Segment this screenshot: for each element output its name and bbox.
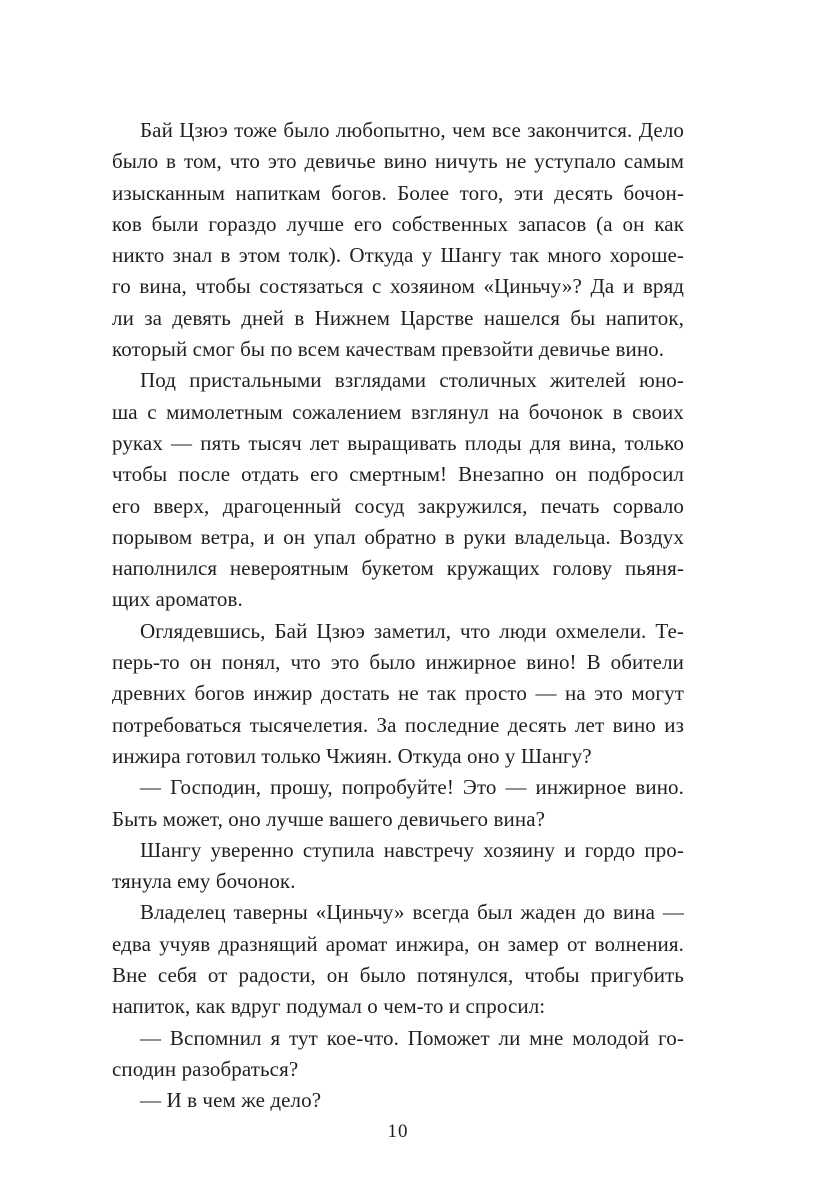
text-line: наполнился невероятным букетом кружащих голову пьяня- [112,556,684,581]
text-line: никто знал в этом толк). Откуда у Шангу так много хороше- [112,243,684,268]
text-line: ков были гораздо лучше его собственных запасов (а он как [112,211,684,236]
text-line: Владелец таверны «Циньчу» всегда был жаден до вина — [140,900,684,925]
text-line: Шангу уверенно ступила навстречу хозяину и гордо про- [140,837,684,862]
text-line: тянула ему бочонок. [112,869,296,894]
text-line: — И в чем же дело? [140,1088,322,1113]
text-line: сподин разобраться? [112,1056,299,1081]
paragraph [112,616,684,772]
page-number: 10 [387,1121,409,1142]
text-line: ша с мимолетным сожалением взглянул на бочонок в своих [112,399,684,424]
text-line: который смог бы по всем качествам превзойти девичье вино. [112,337,665,362]
text-line: перь-то он понял, что это было инжирное вино! В обители [112,650,684,675]
text-line: Оглядевшись, Бай Цзюэ заметил, что люди охмелели. Те- [140,618,684,643]
text-line: изысканным напиткам богов. Более того, эти десять бочон- [112,180,684,205]
paragraph [112,835,684,898]
text-line: его вверх, драгоценный сосуд закружился, печать сорвало [112,493,684,518]
paragraph [112,897,684,1022]
text-line: напиток, как вдруг подумал о чем-то и спросил: [112,994,546,1019]
text-line: — Вспомнил я тут кое-что. Поможет ли мне молодой го- [140,1025,684,1050]
paragraph [112,772,684,835]
text-line: порывом ветра, и он упал обратно в руки владельца. Воздух [112,524,684,549]
text-line: Под пристальными взглядами столичных жителей юно- [140,368,684,393]
text-block [112,115,684,1117]
text-line: потребоваться тысячелетия. За последние десять лет вино из [112,712,684,737]
text-line: Быть может, оно лучше вашего девичьего вина? [112,806,546,831]
text-line: руках — пять тысяч лет выращивать плоды для вина, только [112,430,684,455]
text-line: — Господин, прошу, попробуйте! Это — инжирное вино. [140,775,684,800]
text-line: древних богов инжир достать не так просто — на это могут [112,681,684,706]
text-line: Бай Цзюэ тоже было любопытно, чем все закончится. Дело [140,118,684,142]
text-line: ли за девять дней в Нижнем Царстве нашелся бы напиток, [112,305,684,330]
paragraph [112,115,684,365]
text-line: го вина, чтобы состязаться с хозяином «Циньчу»? Да и вряд [112,274,684,299]
paragraph [112,365,684,615]
text-line: Вне себя от радости, он было потянулся, чтобы пригубить [112,963,684,988]
text-line: было в том, что это девичье вино ничуть не уступало самым [112,149,684,174]
paragraph [112,1023,684,1086]
text-line: чтобы после отдать его смертным! Внезапно он подбросил [112,462,684,487]
paragraph [112,1085,684,1116]
text-line: инжира готовил только Чжиян. Откуда оно у Шангу? [112,743,592,768]
text-line: щих ароматов. [112,587,243,612]
text-line: едва учуяв дразнящий аромат инжира, он замер от волнения. [112,931,684,956]
